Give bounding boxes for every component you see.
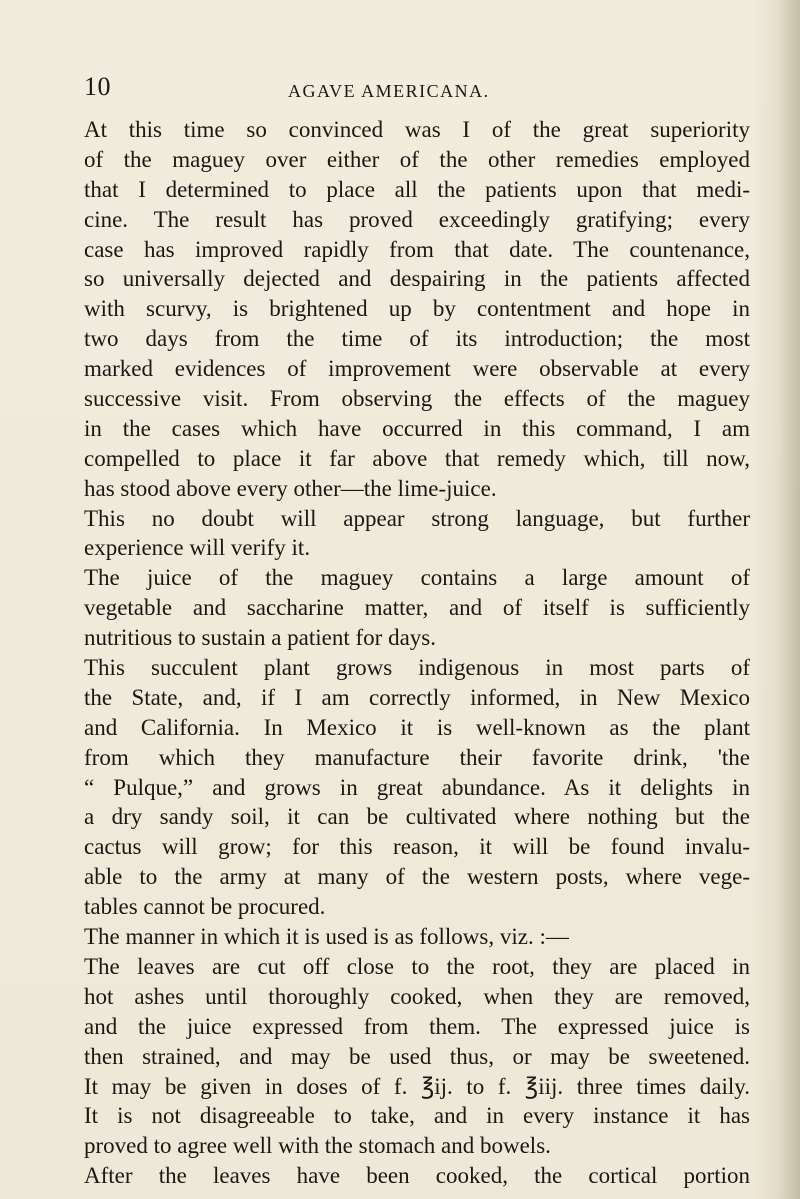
text-line: and California. In Mexico it is well-known as the plant — [84, 714, 750, 740]
text-line: case has improved rapidly from that date. The countenance, — [84, 236, 750, 262]
text-line: experience will verify it. — [84, 535, 311, 561]
text-line: It is not disagreeable to take, and in every instance it has — [84, 1103, 750, 1129]
text-line: The leaves are cut off close to the root, they are placed in — [84, 953, 750, 979]
text-line: The manner in which it is used is as follows, viz. :— — [84, 924, 569, 950]
page-number: 10 — [84, 72, 111, 101]
text-line: able to the army at many of the western posts, where vege- — [84, 864, 750, 890]
text-line: and the juice expressed from them. The expressed juice is — [84, 1013, 750, 1039]
text-line: then strained, and may be used thus, or may be sweetened. — [84, 1043, 750, 1069]
text-line: At this time so convinced was I of the great superiority — [84, 117, 750, 142]
text-line: nutritious to sustain a patient for days. — [84, 625, 436, 651]
body-text — [84, 115, 750, 1191]
text-line: The juice of the maguey contains a large amount of — [84, 565, 750, 591]
text-line: “ Pulque,” and grows in great abundance. As it delights in — [84, 774, 750, 800]
text-line: so universally dejected and despairing in the patients affected — [84, 266, 750, 292]
text-line: tables cannot be procured. — [84, 894, 326, 920]
text-line: two days from the time of its introduction; the most — [84, 326, 750, 352]
page-edge-shadow — [778, 0, 800, 1199]
text-line: the State, and, if I am correctly informed, in New Mexico — [84, 684, 750, 710]
text-line: marked evidences of improvement were observable at every — [84, 356, 750, 382]
text-line: cactus will grow; for this reason, it will be found invalu- — [84, 834, 750, 860]
text-line: from which they manufacture their favorite drink, 'the — [84, 744, 750, 770]
text-line: This no doubt will appear strong language, but further — [84, 505, 750, 531]
text-line: has stood above every other—the lime-juice. — [84, 475, 497, 501]
text-line: successive visit. From observing the effects of the maguey — [84, 386, 750, 412]
text-line: in the cases which have occurred in this command, I am — [84, 415, 750, 441]
text-line: that I determined to place all the patients upon that medi- — [84, 176, 750, 202]
text-line: hot ashes until thoroughly cooked, when they are removed, — [84, 983, 750, 1009]
text-line: This succulent plant grows indigenous in most parts of — [84, 655, 750, 681]
text-line: a dry sandy soil, it can be cultivated where nothing but the — [84, 804, 750, 830]
text-line: with scurvy, is brightened up by contentment and hope in — [84, 296, 750, 322]
text-line: of the maguey over either of the other remedies employed — [84, 146, 750, 172]
text-line: cine. The result has proved exceedingly gratifying; every — [84, 206, 750, 232]
page-header — [0, 72, 800, 106]
text-line: vegetable and saccharine matter, and of itself is sufficiently — [84, 595, 750, 621]
text-line: proved to agree well with the stomach and bowels. — [84, 1133, 551, 1159]
text-line: compelled to place it far above that remedy which, till now, — [84, 445, 750, 471]
text-line: It may be given in doses of f. ℥ij. to f. ℥iij. three times daily. — [84, 1073, 750, 1099]
text-line: After the leaves have been cooked, the cortical portion — [84, 1163, 750, 1189]
running-head: AGAVE AMERICANA. — [288, 81, 490, 101]
